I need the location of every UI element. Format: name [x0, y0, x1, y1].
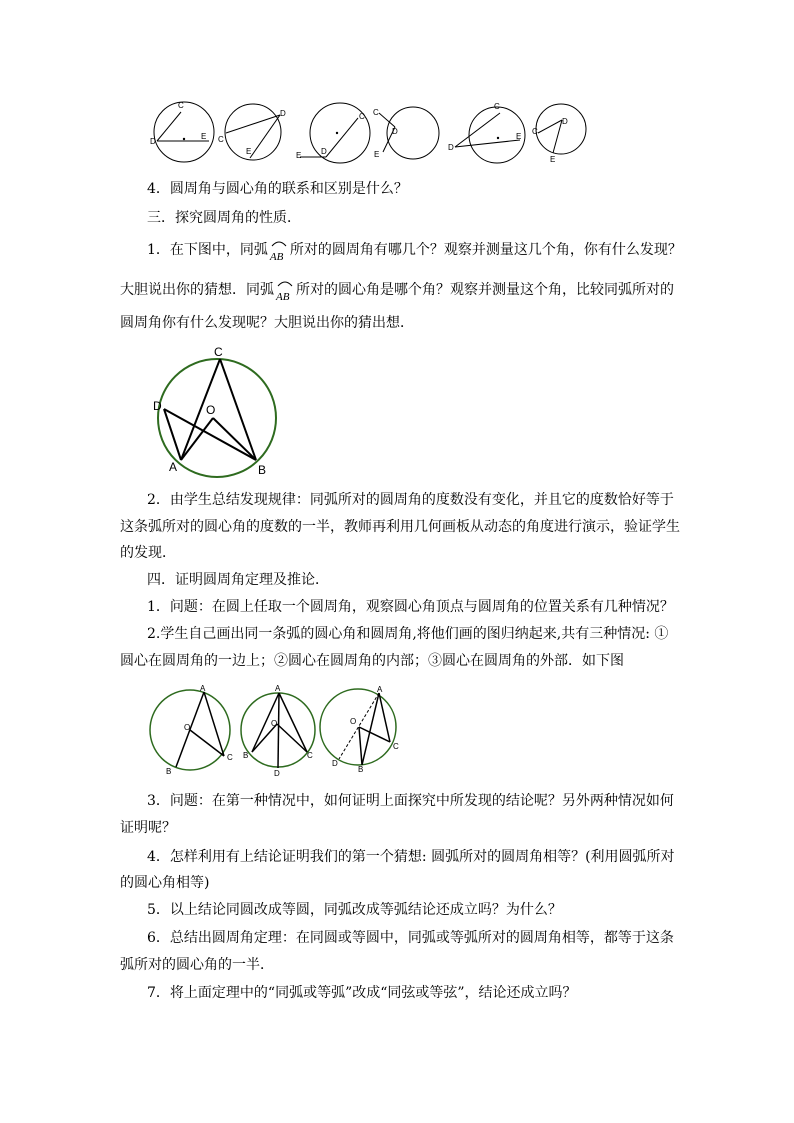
- item-4-line-2: [0, 873, 794, 893]
- main-label-o: O: [206, 403, 216, 417]
- top-fig5-line: [455, 140, 520, 147]
- arc-icon: [277, 280, 293, 287]
- top-fig5-label-c: C: [494, 102, 500, 111]
- chord-cb: [220, 359, 256, 460]
- top-fig1-center: [183, 138, 185, 140]
- top-fig6-label-e: E: [550, 155, 556, 164]
- item-6-text-1: 6．总结出圆周角定理：在同圆或等圆中，同弧或等弧所对的圆周角相等，都等于这条: [147, 930, 674, 946]
- item1-text-c: 大胆说出你的猜想．同弧: [120, 282, 274, 298]
- top-fig3-label-d: D: [321, 147, 327, 156]
- item-4-line-1: [0, 847, 794, 867]
- item-6-line-1: [0, 928, 794, 948]
- main-label-d: D: [153, 399, 162, 413]
- item-6-line-2: [0, 955, 794, 975]
- case1-label-a: A: [200, 684, 206, 693]
- main-label-a: A: [169, 460, 178, 474]
- case1-label-b: B: [166, 767, 172, 776]
- case2-label-b: B: [243, 751, 249, 760]
- radius-oa: [181, 418, 213, 460]
- item1-text-e: 圆周角你有什么发现呢？大胆说出你的猜出想．: [120, 315, 414, 331]
- case1-label-o: O: [184, 723, 191, 732]
- case2-label-d: D: [274, 769, 280, 778]
- top-fig4-label-c: C: [373, 108, 379, 117]
- main-label-b: B: [258, 463, 267, 477]
- top-fig2-label-e: E: [246, 147, 252, 156]
- top-fig5-line: [455, 113, 500, 147]
- section-4-title: [0, 570, 794, 590]
- top-fig2-circle: [225, 104, 281, 160]
- arc-ab-label: AB: [269, 251, 284, 263]
- case3-label-c: C: [393, 742, 399, 751]
- section-3-item-1-line-2: [0, 280, 794, 303]
- section-4-item-2-text-2: 圆心在圆周角的一边上；②圆心在圆周角的内部；③圆心在圆周角的外部．如下图: [120, 653, 624, 669]
- top-fig1-chord: [157, 112, 181, 141]
- case3-label-b: B: [358, 765, 364, 774]
- top-fig5-center: [497, 137, 499, 139]
- item-2-line-1: [0, 490, 794, 510]
- case1-label-c: C: [227, 753, 233, 762]
- top-fig1-label-e: E: [201, 132, 207, 141]
- case3-label-d: D: [332, 759, 338, 768]
- top-fig6-line: [553, 120, 562, 153]
- item-5-text: 5．以上结论同圆改成等圆，同弧改成等弧结论还成立吗？为什么？: [147, 902, 562, 918]
- section-4-title-text: 四．证明圆周角定理及推论．: [147, 572, 329, 588]
- top-fig4-label-e: E: [374, 150, 380, 159]
- case3-radius-oc: [359, 727, 390, 742]
- item-4-text-2: 的圆心角相等): [120, 875, 210, 891]
- top-circle-figures: [0, 95, 794, 170]
- item-2-text-2: 这条弧所对的圆心角的度数的一半，教师再利用几何画板从动态的角度进行演示，验证学生: [120, 519, 680, 535]
- top-fig2-label-d: D: [280, 109, 286, 118]
- case2-label-o: O: [271, 719, 278, 728]
- item-2-text-1: 2．由学生总结发现规律：同弧所对的圆周角的度数没有变化，并且它的度数恰好等于: [147, 492, 674, 508]
- section-3-item-1-line-1: [0, 240, 794, 263]
- item-3-text-1: 3．问题：在第一种情况中，如何证明上面探究中所发现的结论呢？另外两种情况如何: [147, 793, 674, 809]
- top-fig6-line: [538, 120, 562, 133]
- item-7-text: 7．将上面定理中的“同弧或等弧”改成“同弦或等弦”，结论还成立吗？: [147, 985, 577, 1001]
- question-4: [0, 179, 794, 199]
- section-3-item-1-line-3: [0, 313, 794, 333]
- case2-radius-oc: [277, 724, 307, 752]
- top-fig3-label-e: E: [296, 151, 302, 160]
- section-4-item-2-line-2: [0, 651, 794, 671]
- main-label-c: C: [214, 345, 223, 359]
- item-7: [0, 983, 794, 1003]
- three-cases-figure: [0, 680, 794, 780]
- section-3-title: [0, 208, 794, 228]
- top-fig4-label-d: D: [392, 127, 398, 136]
- arc-icon: [271, 240, 287, 247]
- section-4-item-1-text: 1．问题：在圆上任取一个圆周角，观察圆心角顶点与圆周角的位置关系有几种情况？: [147, 599, 674, 615]
- top-fig6-circle: [536, 104, 586, 154]
- item1-text-d: 所对的圆心角是哪个角？观察并测量这个角，比较同弧所对的: [296, 282, 674, 298]
- arc-ab-symbol-2: [274, 280, 296, 303]
- section-4-item-1: [0, 597, 794, 617]
- item-3-text-2: 证明呢？: [120, 820, 176, 836]
- case2-label-c: C: [307, 751, 313, 760]
- item-4-text-1: 4．怎样利用有上结论证明我们的第一个猜想: 圆弧所对的圆周角相等？(利用圆弧所对: [147, 849, 675, 865]
- case3-label-o: O: [350, 717, 357, 726]
- section-4-item-2-text-1: 2.学生自己画出同一条弧的圆心角和圆周角,将他们画的图归纳起来,共有三种情况: ①: [147, 626, 669, 642]
- top-fig6-label-c: C: [532, 127, 538, 136]
- case1-radius-oc: [190, 730, 224, 756]
- case3-radius-ob: [359, 727, 362, 765]
- top-fig5-label-d: D: [448, 143, 454, 152]
- question-4-text: 4．圆周角与圆心角的联系和区别是什么？: [147, 181, 408, 197]
- item-6-text-2: 弧所对的圆心角的一半．: [120, 957, 274, 973]
- top-fig3-chord: [326, 118, 358, 157]
- top-fig4-line: [379, 113, 395, 127]
- top-fig1-label-c: C: [178, 101, 184, 110]
- item-2-text-3: 的发现．: [120, 545, 176, 561]
- item-2-line-3: [0, 543, 794, 563]
- section-4-item-2-line-1: [0, 624, 794, 644]
- top-fig5-label-e: E: [516, 132, 522, 141]
- arc-ab-symbol: [268, 240, 290, 263]
- item-2-line-2: [0, 517, 794, 537]
- top-fig2-label-c: C: [218, 135, 224, 144]
- item-5: [0, 900, 794, 920]
- top-fig2-chord: [250, 115, 280, 158]
- item1-text-b: 所对的圆周角有哪几个？观察并测量这几个角，你有什么发现？: [289, 242, 682, 258]
- top-fig6-label-d: D: [562, 117, 568, 126]
- top-fig3-center: [336, 132, 338, 134]
- case2-radius-ob: [252, 724, 277, 752]
- top-fig3-label-c: C: [359, 112, 365, 121]
- item1-text-a: 1．在下图中，同弧: [147, 242, 268, 258]
- case3-label-a: A: [377, 685, 383, 694]
- case2-label-a: A: [275, 684, 281, 693]
- item-3-line-1: [0, 791, 794, 811]
- main-circle-figure: [0, 340, 794, 480]
- case3-dashed-diameter: [339, 693, 379, 759]
- top-fig2-chord: [226, 115, 280, 133]
- section-3-title-text: 三．探究圆周角的性质．: [147, 210, 301, 226]
- arc-ab-label-2: AB: [276, 291, 290, 303]
- top-fig1-label-d: D: [150, 137, 156, 146]
- item-3-line-2: [0, 818, 794, 838]
- case1-side-ac: [204, 692, 224, 756]
- case2-diameter: [278, 693, 279, 768]
- case3-circle: [320, 689, 396, 765]
